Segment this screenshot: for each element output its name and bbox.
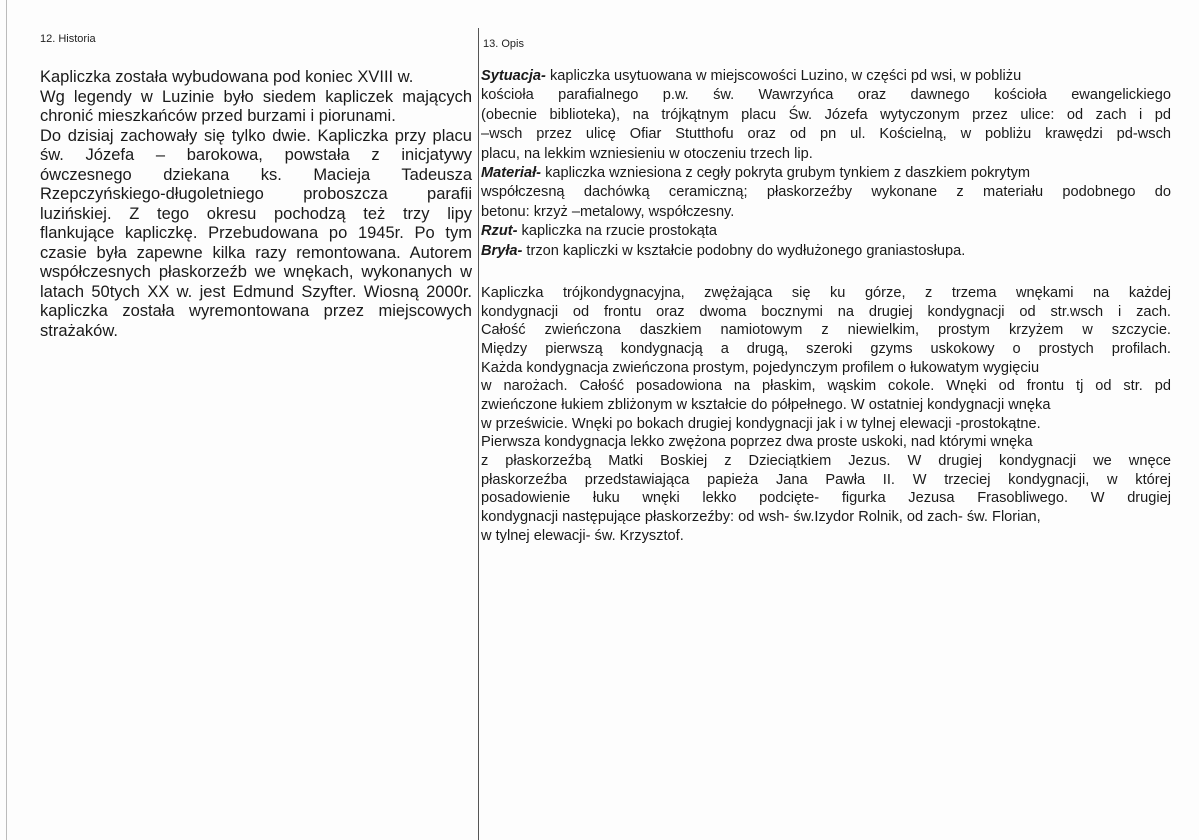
text: trzon kapliczki w kształcie podobny do wydłużonego graniastosłupa. — [522, 242, 966, 259]
label-material: Materiał- — [481, 165, 542, 182]
label-bryla: Bryła- — [481, 242, 523, 259]
text-line: Między pierwszą kondygnacją a drugą, szeroki gzyms uskokowy o prostych profilach. — [481, 340, 1171, 357]
text-line: Pierwsza kondygnacja lekko zwężona poprzez dwa proste uskoki, nad którymi wnęka — [481, 434, 1033, 451]
text-line: flankujące kapliczkę. Przebudowana po 1945r. Po tym — [40, 224, 472, 242]
text-line: luzińskiej. Z tego okresu pochodzą też trzy lipy — [40, 204, 472, 223]
text-line: –wsch przez ulicę Ofiar Stutthofu oraz od pn ul. Kościelną, w pobliżu krawędzi pd-wsch — [481, 126, 1171, 143]
text-line: Każda kondygnacja zwieńczona prostym, pojedynczym profilem o łukowatym wygięciu — [481, 359, 1040, 376]
section-header-historia: 12. Historia — [40, 33, 96, 45]
text-line: latach 50tych XX w. jest Edmund Szyfter. Wiosną 2000r. — [40, 282, 472, 301]
text-line: Wg legendy w Luzinie było siedem kapliczek mających — [40, 87, 472, 106]
text-line: ówczesnego dziekana ks. Macieja Tadeusza — [40, 165, 472, 184]
opis-section-2 — [481, 284, 1171, 545]
text-line: kapliczka została wyremontowana przez miejscowych — [40, 302, 472, 320]
text: kapliczka usytuowana w miejscowości Luzino, w części pd wsi, w pobliżu — [545, 68, 1022, 84]
text-line: współczesną dachówką ceramiczną; płaskorzeźby wykonane z materiału podobnego do — [481, 184, 1171, 201]
text-line: Całość zwieńczona daszkiem namiotowym z niewielkim, prostym krzyżem w szczycie. — [481, 322, 1171, 339]
text-line: Do dzisiaj zachowały się tylko dwie. Kapliczka przy placu — [40, 126, 472, 145]
opis-section-1 — [481, 67, 1171, 261]
text: kapliczka wzniesiona z cegły pokryta grubym tynkiem z daszkiem pokrytym — [541, 165, 1031, 182]
text-line: św. Józefa – barokowa, powstała z inicjatywy — [40, 146, 472, 164]
text-line: z płaskorzeźbą Matki Boskiej z Dzieciątkiem Jezus. W drugiej kondygnacji we wnęce — [481, 452, 1171, 469]
text-line: (obecnie biblioteka), na trójkątnym placu Św. Józefa wytyczonym przez ulice: od zach i pd — [481, 106, 1171, 123]
text-line-material — [481, 164, 1171, 183]
text-line: Kapliczka została wybudowana pod koniec XVIII w. — [40, 68, 414, 86]
text-line-sytuacja — [481, 67, 1171, 86]
text-line: chronić mieszkańców przed burzami i piorunami. — [40, 107, 396, 125]
text-line: betonu: krzyż –metalowy, współczesny. — [481, 203, 735, 220]
text-line: płaskorzeźba przedstawiająca papieża Jana Pawła II. W trzeciej kondygnacji, w której — [481, 471, 1171, 488]
text-line: współczesnych płaskorzeźb we wnękach, wykonanych w — [40, 263, 472, 281]
text-line-rzut — [481, 222, 1171, 241]
text-line: Kapliczka trójkondygnacyjna, zwężająca się ku górze, z trzema wnękami na każdej — [481, 285, 1171, 301]
text-line: czasie była zapewne kilka razy remontowana. Autorem — [40, 243, 472, 262]
page-edge — [6, 0, 7, 840]
historia-text — [40, 68, 472, 341]
text-line: kościoła parafialnego p.w. św. Wawrzyńca oraz dawnego kościoła ewangelickiego — [481, 87, 1171, 104]
text: kapliczka na rzucie prostokąta — [517, 223, 718, 240]
label-sytuacja: Sytuacja- — [481, 68, 546, 84]
text-line: w tylnej elewacji- św. Krzysztof. — [481, 527, 684, 544]
section-header-opis: 13. Opis — [483, 38, 524, 50]
text-line: placu, na lekkim wzniesieniu w otoczeniu trzech lip. — [481, 145, 813, 162]
column-divider — [478, 28, 479, 840]
text-line: kondygnacji następujące płaskorzeźby: od wsh- św.Izydor Rolnik, od zach- św. Florian, — [481, 508, 1041, 525]
text-line-bryla — [481, 242, 1171, 261]
text-line: kondygnacji od frontu oraz dwoma bocznymi na drugiej kondygnacji od str.wsch i zach. — [481, 303, 1171, 320]
text-line: w narożach. Całość posadowiona na płaskim, wąskim cokole. Wnęki od frontu tj od str. pd — [481, 378, 1171, 395]
text-line: zwieńczone łukiem zbliżonym w kształcie do półpełnego. W ostatniej kondygnacji wnęka — [481, 396, 1051, 413]
text-line: w prześwicie. Wnęki po bokach drugiej kondygnacji jak i w tylnej elewacji -prostokątne. — [481, 415, 1041, 432]
label-rzut: Rzut- — [481, 223, 518, 240]
text-line: posadowienie łuku wnęki lekko podcięte- figurka Jezusa Frasobliwego. W drugiej — [481, 490, 1171, 507]
text-line: Rzepczyńskiego-długoletniego proboszcza parafii — [40, 185, 472, 203]
text-line: strażaków. — [40, 321, 118, 340]
